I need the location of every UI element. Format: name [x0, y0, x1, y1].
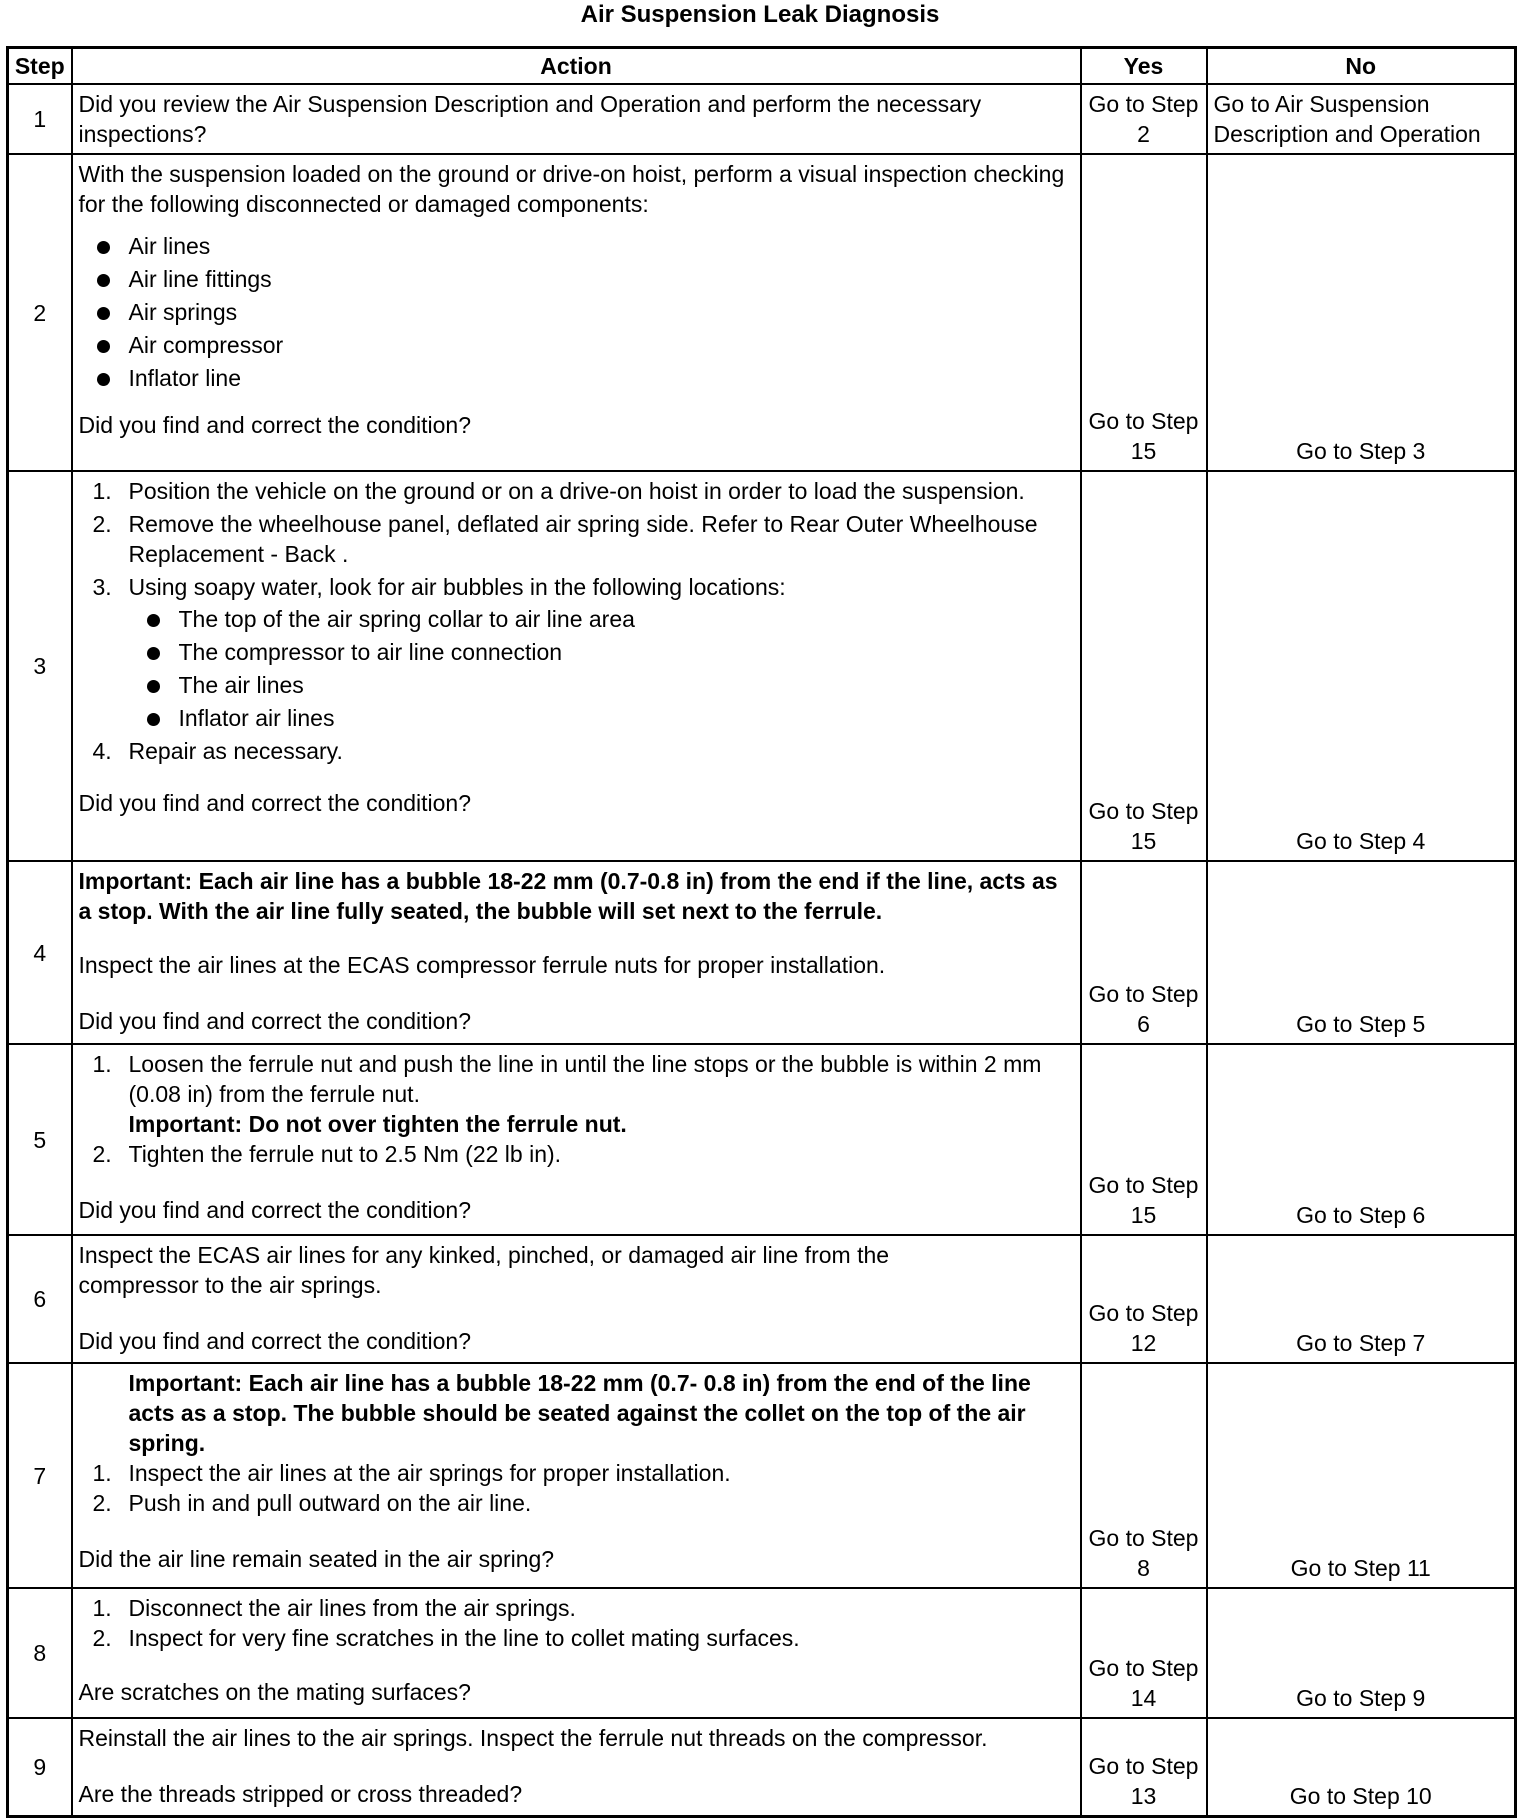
list-item: Inflator line: [79, 363, 1074, 396]
table-row: [8, 84, 1516, 154]
list-item: 4. Repair as necessary.: [92, 738, 343, 764]
yes-outcome: Go to Step 12: [1081, 1235, 1207, 1363]
yes-outcome: Go to Step 14: [1081, 1588, 1207, 1718]
table-row: [8, 154, 1516, 471]
page-title: Air Suspension Leak Diagnosis: [580, 1, 940, 28]
action-cell: [72, 1363, 1081, 1588]
table-row: [8, 861, 1516, 1044]
list-item: The compressor to air line connection: [79, 637, 1074, 670]
action-text: Inspect the ECAS air lines for any kinked, pinched, or damaged air line from the compressor to the air springs.: [78, 1242, 890, 1298]
list-item-text: Tighten the ferrule nut to 2.5 Nm (22 lb in).: [128, 1141, 562, 1167]
list-item: Air lines: [79, 231, 1074, 264]
action-question: Did you find and correct the condition?: [78, 1328, 472, 1354]
no-outcome: Go to Step 10: [1207, 1718, 1516, 1816]
step-number: 7: [8, 1363, 72, 1588]
action-cell: [72, 471, 1081, 861]
no-outcome: Go to Air Suspension Description and Operation: [1207, 84, 1516, 154]
action-question: Did you find and correct the condition?: [78, 1008, 472, 1034]
table-row: [8, 1363, 1516, 1588]
step-number: 4: [8, 861, 72, 1044]
action-question: Are scratches on the mating surfaces?: [78, 1679, 471, 1705]
location-list: [79, 604, 1074, 736]
procedure-list: [79, 1593, 1074, 1653]
list-item: The air lines: [79, 670, 1074, 703]
list-item: Air compressor: [79, 330, 1074, 363]
table-row: [8, 1718, 1516, 1816]
action-cell: [72, 1718, 1081, 1816]
list-item-text: Position the vehicle on the ground or on a drive-on hoist in order to load the suspension.: [128, 478, 1025, 504]
list-item-text: Disconnect the air lines from the air springs.: [128, 1595, 576, 1621]
no-outcome: Go to Step 3: [1207, 154, 1516, 471]
yes-outcome: Go to Step 15: [1081, 154, 1207, 471]
list-item: Inflator air lines: [79, 703, 1074, 736]
table-row: [8, 1588, 1516, 1718]
no-outcome: Go to Step 4: [1207, 471, 1516, 861]
important-note: Important: Do not over tighten the ferrule nut.: [128, 1111, 627, 1137]
no-outcome: Go to Step 11: [1207, 1363, 1516, 1588]
list-item-text: Push in and pull outward on the air line.: [128, 1490, 532, 1516]
important-note: Important: Each air line has a bubble 18-22 mm (0.7- 0.8 in) from the end of the line acts as a stop. The bubble should be seated against the collet on the top of the air spring.: [128, 1370, 1031, 1456]
list-item-text: Repair as necessary.: [128, 738, 343, 764]
procedure-list: [79, 736, 1074, 766]
list-item: 1. Inspect the air lines at the air springs for proper installation.: [92, 1460, 731, 1486]
yes-outcome: Go to Step 8: [1081, 1363, 1207, 1588]
procedure-list: [79, 1458, 1074, 1518]
list-item: 2. Tighten the ferrule nut to 2.5 Nm (22 lb in).: [92, 1141, 562, 1167]
list-item: Air springs: [79, 297, 1074, 330]
list-item: Air line fittings: [79, 264, 1074, 297]
action-text: Reinstall the air lines to the air springs. Inspect the ferrule nut threads on the compressor.: [78, 1725, 988, 1751]
action-cell: [72, 1044, 1081, 1235]
table-row: [8, 1235, 1516, 1363]
list-item: 1. Position the vehicle on the ground or on a drive-on hoist in order to load the suspension.: [92, 478, 1025, 504]
list-item: 2. Inspect for very fine scratches in the line to collet mating surfaces.: [92, 1625, 800, 1651]
list-item: 1. Disconnect the air lines from the air springs.: [92, 1595, 576, 1621]
step-number: 1: [8, 84, 72, 154]
list-item-text: Inspect for very fine scratches in the line to collet mating surfaces.: [128, 1625, 800, 1651]
no-outcome: Go to Step 7: [1207, 1235, 1516, 1363]
step-number: 2: [8, 154, 72, 471]
action-question: Did you find and correct the condition?: [78, 1197, 472, 1223]
step-number: 3: [8, 471, 72, 861]
action-cell: [72, 1235, 1081, 1363]
table-row: [8, 1044, 1516, 1235]
list-item-text: Loosen the ferrule nut and push the line in until the line stops or the bubble is within 2 mm (0.08 in) from the ferrule nut.: [128, 1051, 1042, 1107]
action-text: Did you review the Air Suspension Description and Operation and perform the necessary inspections?: [72, 84, 1081, 154]
step-number: 5: [8, 1044, 72, 1235]
action-question: Are the threads stripped or cross threaded?: [78, 1781, 523, 1807]
list-item-text: Remove the wheelhouse panel, deflated air spring side. Refer to Rear Outer Wheelhouse Replacement - Back .: [128, 511, 1038, 567]
list-item: The top of the air spring collar to air line area: [79, 604, 1074, 637]
step-number: 8: [8, 1588, 72, 1718]
list-item: 3. Using soapy water, look for air bubbles in the following locations:: [92, 574, 786, 600]
table-row: [8, 471, 1516, 861]
action-intro: With the suspension loaded on the ground or drive-on hoist, perform a visual inspection checking for the following disconnected or damaged components:: [78, 161, 1065, 217]
important-note: Important: Each air line has a bubble 18-22 mm (0.7-0.8 in) from the end if the line, acts as a stop. With the air line fully seated, the bubble will set next to the ferrule.: [78, 868, 1058, 924]
no-outcome: Go to Step 5: [1207, 861, 1516, 1044]
action-question: Did you find and correct the condition?: [78, 412, 472, 438]
yes-outcome: Go to Step 15: [1081, 1044, 1207, 1235]
no-outcome: Go to Step 6: [1207, 1044, 1516, 1235]
yes-outcome: Go to Step 2: [1081, 84, 1207, 154]
list-item-text: Inspect the air lines at the air springs for proper installation.: [128, 1460, 731, 1486]
action-cell: [72, 154, 1081, 471]
action-question: Did the air line remain seated in the air spring?: [78, 1546, 555, 1572]
action-question: Did you find and correct the condition?: [78, 790, 472, 816]
list-item-text: Using soapy water, look for air bubbles in the following locations:: [128, 574, 786, 600]
step-number: 9: [8, 1718, 72, 1816]
list-item: 2. Push in and pull outward on the air line.: [92, 1490, 532, 1516]
procedure-list: [79, 476, 1074, 602]
yes-outcome: Go to Step 13: [1081, 1718, 1207, 1816]
header-action: Action: [72, 48, 1081, 85]
list-item: 1. Loosen the ferrule nut and push the line in until the line stops or the bubble is within 2 mm (0.08 in) from the ferrule nut. Important: Do not over tighten the ferrule nut.: [79, 1049, 1074, 1139]
action-cell: [72, 861, 1081, 1044]
action-cell: [72, 1588, 1081, 1718]
component-list: [79, 231, 1074, 396]
header-step: Step: [8, 48, 72, 85]
list-item: 2. Remove the wheelhouse panel, deflated air spring side. Refer to Rear Outer Wheelhouse Replacement - Back .: [92, 511, 1038, 567]
yes-outcome: Go to Step 6: [1081, 861, 1207, 1044]
header-no: No: [1207, 48, 1516, 85]
no-outcome: Go to Step 9: [1207, 1588, 1516, 1718]
yes-outcome: Go to Step 15: [1081, 471, 1207, 861]
header-yes: Yes: [1081, 48, 1207, 85]
procedure-list: [79, 1049, 1074, 1169]
table-header-row: [8, 48, 1516, 85]
diagnosis-table: [6, 46, 1517, 1818]
action-text: Inspect the air lines at the ECAS compressor ferrule nuts for proper installation.: [78, 952, 886, 978]
step-number: 6: [8, 1235, 72, 1363]
